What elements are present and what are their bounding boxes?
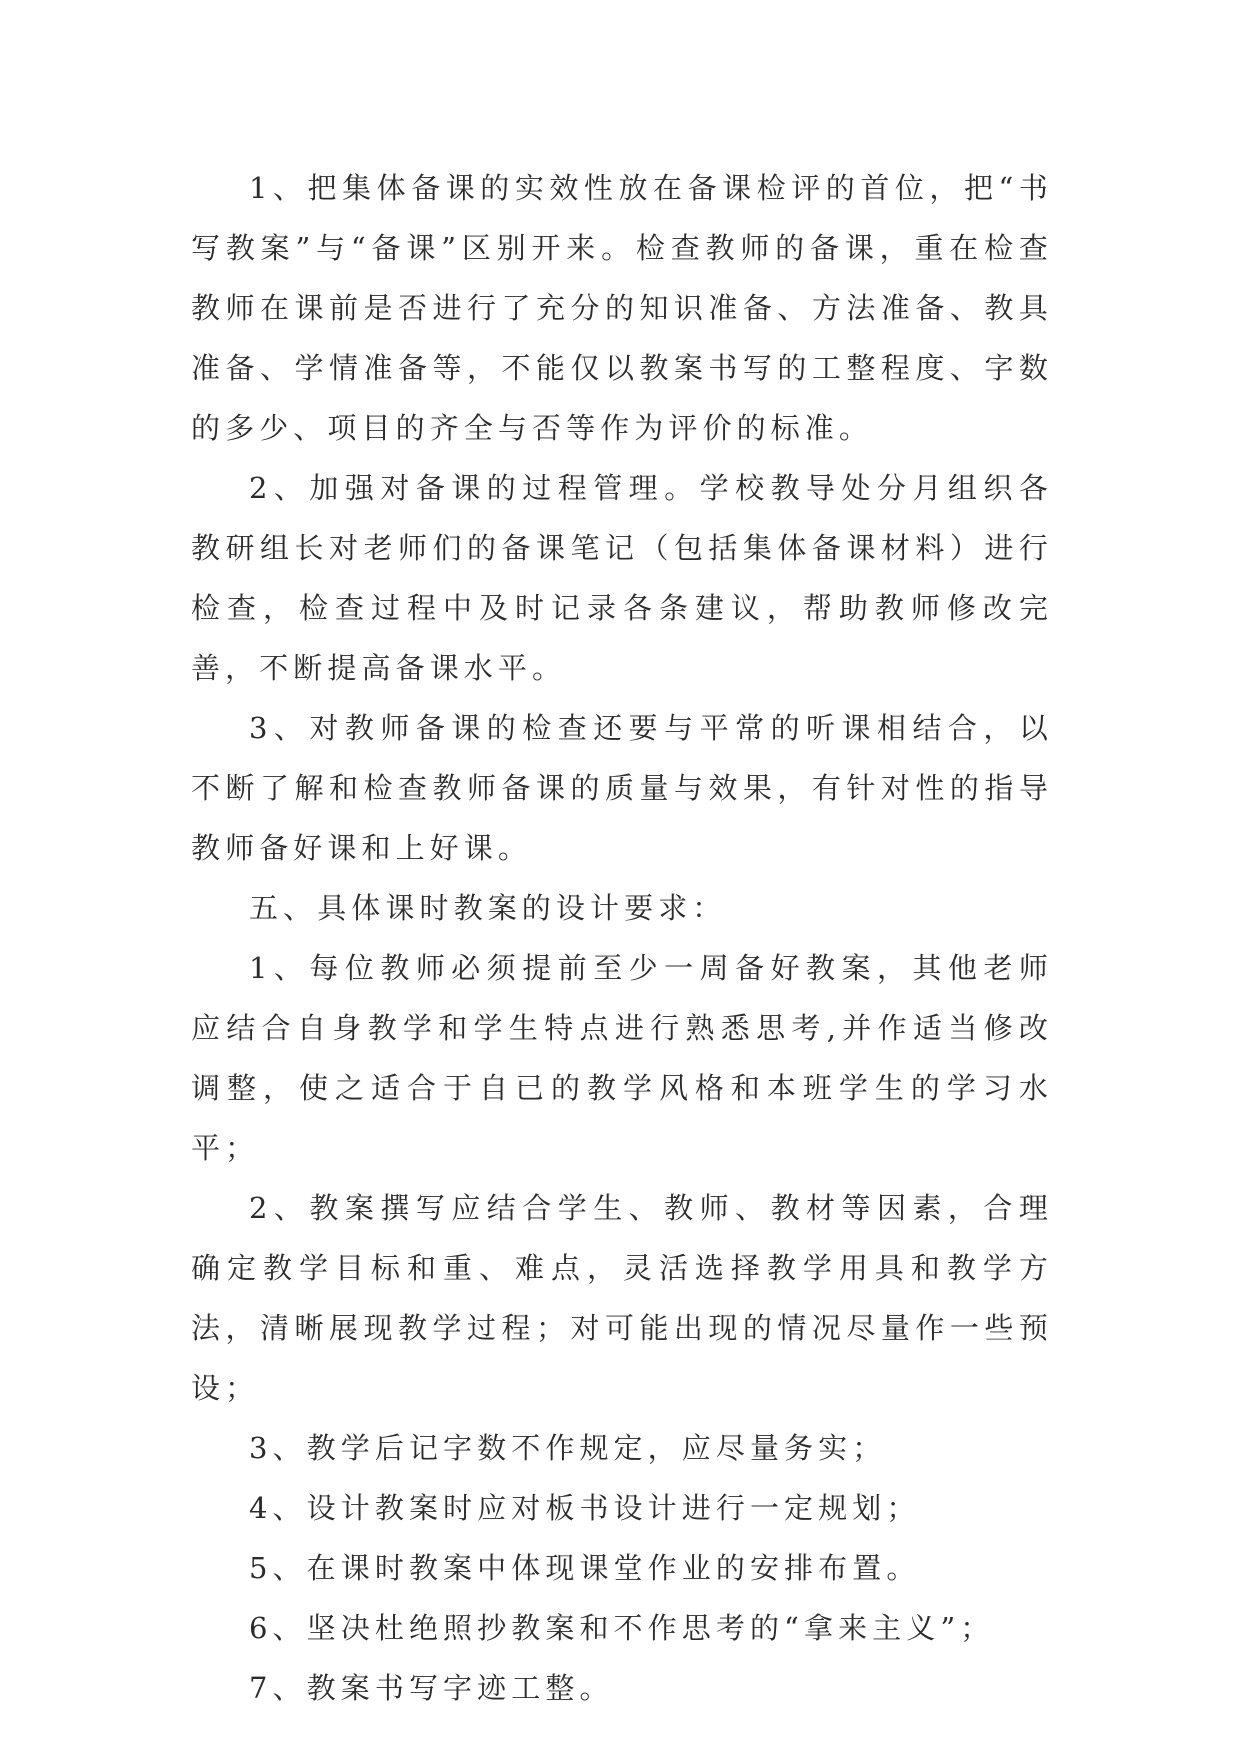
requirement-item-5: 5、在课时教案中体现课堂作业的安排布置。 <box>249 1551 921 1585</box>
requirement-item-4: 4、设计教案时应对板书设计进行一定规划； <box>249 1491 921 1525</box>
requirement-item-2: 2、教案撰写应结合学生、教师、教材等因素，合理确定教学目标和重、难点，灵活选择教学用具和教学方法，清晰展现教学过程；对可能出现的情况尽量作一些预设； <box>191 1191 1053 1405</box>
paragraph-process-management: 2、加强对备课的过程管理。学校教导处分月组织各教研组长对老师们的备课笔记（包括集体备课材料）进行检查，检查过程中及时记录各条建议，帮助教师修改完善，不断提高备课水平。 <box>191 471 1053 685</box>
requirement-item-7: 7、教案书写字迹工整。 <box>249 1671 614 1705</box>
section-heading-lesson-plan-requirements: 五、具体课时教案的设计要求： <box>249 891 727 925</box>
paragraph-prep-check-priority: 1、把集体备课的实效性放在备课检评的首位，把“书写教案”与“备课”区别开来。检查教师的备课，重在检查教师在课前是否进行了充分的知识准备、方法准备、教具准备、学情准备等，不能仅以教案书写的工整程度、字数的多少、项目的齐全与否等作为评价的标准。 <box>191 171 1053 445</box>
requirement-item-6: 6、坚决杜绝照抄教案和不作思考的“拿来主义”； <box>249 1611 995 1645</box>
requirement-item-1: 1、每位教师必须提前至少一周备好教案，其他老师应结合自身教学和学生特点进行熟悉思考,并作适当修改调整，使之适合于自已的教学风格和本班学生的学习水平； <box>191 951 1053 1165</box>
document-body <box>191 158 1053 1718</box>
requirement-item-3: 3、教学后记字数不作规定，应尽量务实； <box>249 1431 887 1465</box>
paragraph-combine-observation: 3、对教师备课的检查还要与平常的听课相结合，以不断了解和检查教师备课的质量与效果，有针对性的指导教师备好课和上好课。 <box>191 711 1053 865</box>
